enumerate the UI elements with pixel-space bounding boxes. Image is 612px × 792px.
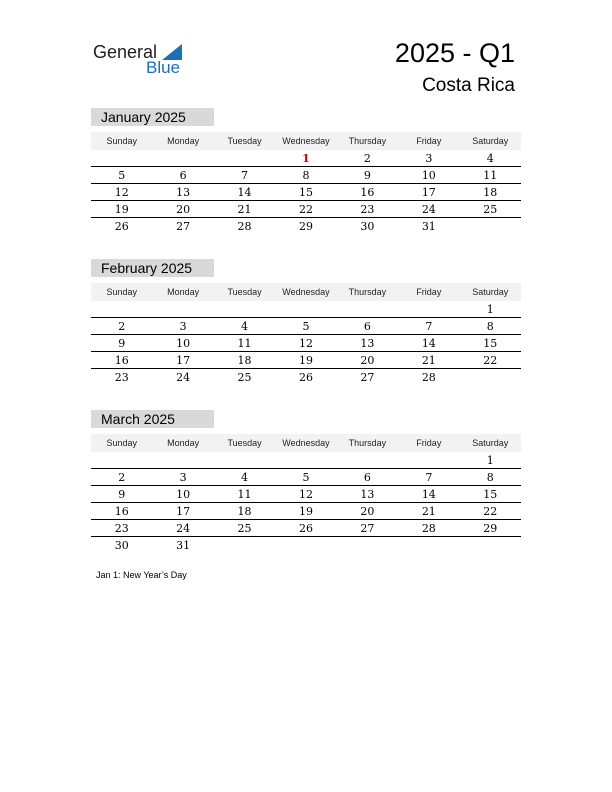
day-cell: 29 (298, 220, 313, 233)
day-cell (152, 452, 213, 468)
day-cell: 12 (114, 186, 129, 199)
weekday-header-row (91, 283, 521, 301)
weekday-header-row (91, 132, 521, 150)
day-cell: 14 (421, 488, 436, 501)
day-cell: 6 (179, 169, 187, 182)
weekday-label: Monday (167, 287, 200, 297)
month-title: March 2025 (91, 410, 214, 428)
week-row (91, 150, 521, 167)
day-cell: 22 (298, 203, 313, 216)
week-row (91, 469, 521, 486)
month-february (91, 259, 521, 385)
day-cell: 20 (360, 354, 375, 367)
country-name: Costa Rica (422, 75, 515, 96)
day-cell (91, 301, 152, 317)
day-cell: 29 (483, 522, 498, 535)
day-cell: 24 (421, 203, 436, 216)
day-cell: 15 (298, 186, 313, 199)
day-cell: 17 (176, 505, 191, 518)
day-cell: 17 (421, 186, 436, 199)
day-cell (398, 452, 459, 468)
day-cell: 20 (360, 505, 375, 518)
day-cell: 16 (360, 186, 375, 199)
week-row (91, 335, 521, 352)
weekday-label: Friday (416, 438, 442, 448)
weekday-label: Wednesday (282, 287, 330, 297)
day-cell: 18 (483, 186, 498, 199)
day-cell: 22 (483, 354, 498, 367)
weekday-label: Friday (416, 136, 442, 146)
generalblue-logo (93, 41, 193, 81)
weekday-label: Thursday (348, 136, 387, 146)
week-row (91, 503, 521, 520)
day-cell: 16 (114, 505, 129, 518)
day-cell (275, 301, 336, 317)
weeks-grid (91, 452, 521, 553)
weekday-label: Thursday (348, 438, 387, 448)
day-cell: 16 (114, 354, 129, 367)
weekday-label: Wednesday (282, 438, 330, 448)
day-cell: 8 (302, 169, 310, 182)
weekday-label: Thursday (348, 287, 387, 297)
day-cell: 22 (483, 505, 498, 518)
month-march (91, 410, 521, 553)
day-cell: 27 (176, 220, 191, 233)
day-cell: 7 (425, 471, 433, 484)
day-cell: 26 (114, 220, 129, 233)
day-cell (91, 452, 152, 468)
day-cell: 14 (237, 186, 252, 199)
day-cell: 1 (486, 303, 494, 316)
week-row (91, 301, 521, 318)
day-cell: 21 (237, 203, 252, 216)
day-cell: 9 (363, 169, 371, 182)
week-row (91, 167, 521, 184)
weekday-label: Friday (416, 287, 442, 297)
week-row (91, 520, 521, 537)
week-row (91, 486, 521, 503)
weekday-label: Sunday (106, 136, 137, 146)
day-cell: 4 (241, 320, 249, 333)
month-title: January 2025 (91, 108, 214, 126)
day-cell (275, 452, 336, 468)
day-cell: 2 (118, 471, 126, 484)
week-row (91, 369, 521, 385)
day-cell: 11 (237, 488, 252, 501)
day-cell (214, 452, 275, 468)
day-cell: 6 (363, 471, 371, 484)
day-cell (214, 537, 275, 553)
week-row (91, 452, 521, 469)
day-cell: 4 (241, 471, 249, 484)
day-cell: 9 (118, 337, 126, 350)
day-cell: 17 (176, 354, 191, 367)
week-row (91, 218, 521, 234)
day-cell: 5 (302, 471, 310, 484)
day-cell: 23 (360, 203, 375, 216)
day-cell (152, 150, 213, 166)
day-cell: 25 (237, 371, 252, 384)
day-cell (398, 301, 459, 317)
day-cell: 19 (298, 505, 313, 518)
weekday-label: Monday (167, 136, 200, 146)
weekday-label: Sunday (106, 438, 137, 448)
day-cell (214, 301, 275, 317)
day-cell: 19 (298, 354, 313, 367)
day-cell: 28 (421, 522, 436, 535)
weekday-label: Saturday (472, 136, 509, 146)
day-cell (214, 150, 275, 166)
day-cell: 25 (237, 522, 252, 535)
day-cell: 2 (363, 152, 371, 165)
week-row (91, 537, 521, 553)
day-cell: 9 (118, 488, 126, 501)
day-cell: 14 (421, 337, 436, 350)
day-cell: 3 (425, 152, 433, 165)
holiday-note: Jan 1: New Year’s Day (96, 570, 187, 580)
day-cell: 23 (114, 522, 129, 535)
day-cell: 18 (237, 354, 252, 367)
weekday-label: Tuesday (227, 438, 262, 448)
day-cell: 6 (363, 320, 371, 333)
day-cell: 3 (179, 471, 187, 484)
weeks-grid (91, 150, 521, 234)
day-cell: 8 (486, 471, 494, 484)
weekday-header-row (91, 434, 521, 452)
day-cell: 13 (176, 186, 191, 199)
week-row (91, 201, 521, 218)
day-cell: 25 (483, 203, 498, 216)
day-cell: 24 (176, 371, 191, 384)
day-cell: 27 (360, 522, 375, 535)
day-cell: 20 (176, 203, 191, 216)
day-cell: 31 (176, 539, 191, 552)
day-cell (337, 301, 398, 317)
week-row (91, 184, 521, 201)
page-title: 2025 - Q1 (394, 38, 515, 68)
day-cell: 23 (114, 371, 129, 384)
weekday-label: Sunday (106, 287, 137, 297)
weekday-label: Tuesday (227, 136, 262, 146)
day-cell (337, 537, 398, 553)
day-cell: 19 (114, 203, 129, 216)
day-cell: 26 (298, 371, 313, 384)
day-cell: 10 (421, 169, 436, 182)
day-cell: 7 (425, 320, 433, 333)
weekday-label: Saturday (472, 438, 509, 448)
day-cell (460, 218, 521, 234)
day-cell (460, 537, 521, 553)
day-cell: 13 (360, 337, 375, 350)
day-cell (337, 452, 398, 468)
day-cell: 18 (237, 505, 252, 518)
day-cell: 12 (298, 337, 313, 350)
day-cell: 24 (176, 522, 191, 535)
weekday-label: Wednesday (282, 136, 330, 146)
day-cell: 7 (241, 169, 249, 182)
day-cell: 27 (360, 371, 375, 384)
day-cell: 2 (118, 320, 126, 333)
day-cell: 4 (486, 152, 494, 165)
day-cell: 8 (486, 320, 494, 333)
day-cell: 21 (421, 354, 436, 367)
day-cell: 1 (486, 454, 494, 467)
logo-text-general: General (93, 42, 158, 62)
day-cell: 11 (483, 169, 498, 182)
day-cell: 13 (360, 488, 375, 501)
day-cell: 28 (421, 371, 436, 384)
weekday-label: Tuesday (227, 287, 262, 297)
weekday-label: Saturday (472, 287, 509, 297)
day-cell: 1 (302, 152, 310, 165)
day-cell: 30 (360, 220, 375, 233)
day-cell (275, 537, 336, 553)
day-cell: 10 (176, 488, 191, 501)
month-title: February 2025 (91, 259, 214, 277)
logo-text-blue: Blue (146, 58, 181, 77)
week-row (91, 318, 521, 335)
day-cell: 11 (237, 337, 252, 350)
day-cell (91, 150, 152, 166)
day-cell: 15 (483, 488, 498, 501)
month-january (91, 108, 521, 234)
day-cell: 28 (237, 220, 252, 233)
day-cell: 12 (298, 488, 313, 501)
day-cell: 31 (421, 220, 436, 233)
day-cell: 3 (179, 320, 187, 333)
day-cell (460, 369, 521, 385)
day-cell: 26 (298, 522, 313, 535)
week-row (91, 352, 521, 369)
day-cell: 15 (483, 337, 498, 350)
day-cell: 30 (114, 539, 129, 552)
day-cell (398, 537, 459, 553)
day-cell: 21 (421, 505, 436, 518)
weekday-label: Monday (167, 438, 200, 448)
day-cell: 5 (118, 169, 126, 182)
day-cell (152, 301, 213, 317)
weeks-grid (91, 301, 521, 385)
day-cell: 5 (302, 320, 310, 333)
day-cell: 10 (176, 337, 191, 350)
